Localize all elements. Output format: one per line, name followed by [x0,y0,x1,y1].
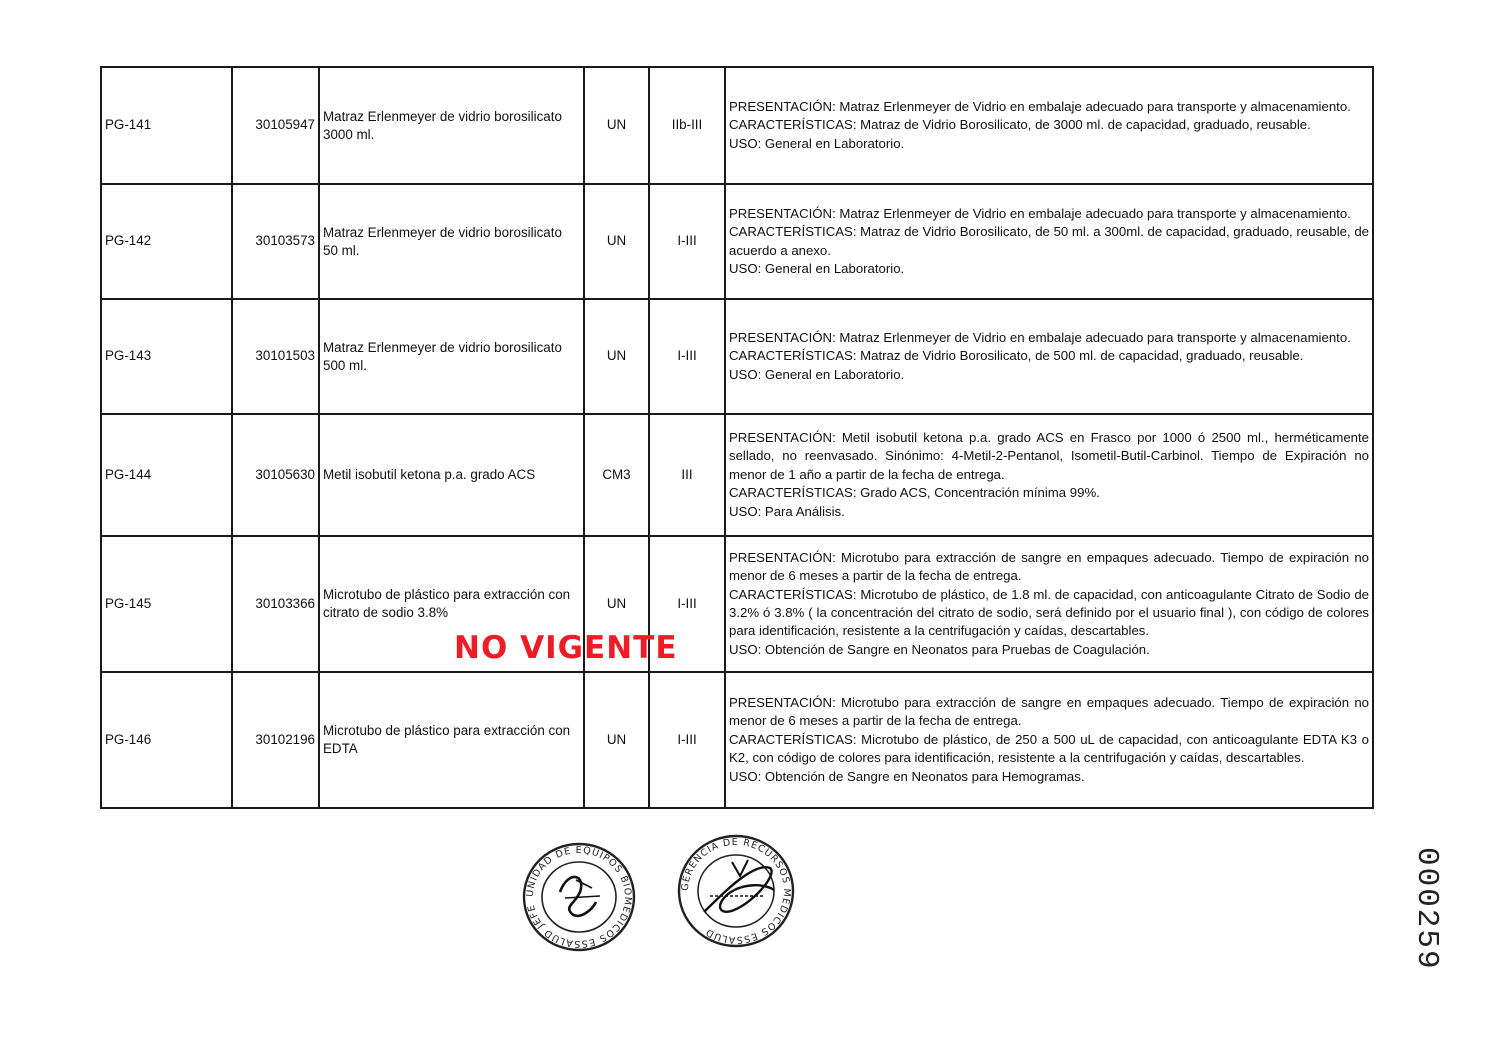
description-paragraph: CARACTERÍSTICAS: Matraz de Vidrio Borosilicato, de 3000 ml. de capacidad, graduado, reusable. [729,117,1311,133]
care-level-cell: I-III [649,184,725,299]
description-paragraph: CARACTERÍSTICAS: Grado ACS, Concentración mínima 99%. [729,485,1100,501]
item-description-cell [725,67,1373,184]
catalog-number-cell: 30102196 [232,672,319,808]
item-name-cell: Matraz Erlenmeyer de vidrio borosilicato 3000 ml. [319,67,584,184]
description-paragraph: CARACTERÍSTICAS: Matraz de Vidrio Borosilicato, de 50 ml. a 300ml. de capacidad, graduado, reusable, de acuerdo a anexo. [729,224,1369,258]
care-level-cell: III [649,414,725,536]
item-name-cell: Microtubo de plástico para extracción con EDTA [319,672,584,808]
unit-cell: UN [584,67,649,184]
seal-1-stamp [520,840,638,954]
item-code-cell: PG-144 [101,414,232,536]
description-paragraph: USO: Para Análisis. [729,503,845,519]
description-paragraph: CARACTERÍSTICAS: Matraz de Vidrio Borosilicato, de 500 ml. de capacidad, graduado, reusable. [729,348,1304,364]
seal-1-label: UNIDAD DE EQUIPOS BIOMEDICOS ESSALUD JEFE [524,844,634,950]
item-name-cell: Matraz Erlenmeyer de vidrio borosilicato 50 ml. [319,184,584,299]
unit-cell: UN [584,299,649,414]
catalog-number-cell: 30103366 [232,536,319,672]
catalog-number-cell: 30105947 [232,67,319,184]
item-code-cell: PG-145 [101,536,232,672]
description-paragraph: CARACTERÍSTICAS: Microtubo de plástico, de 1.8 ml. de capacidad, con anticoagulante Citrato de Sodio de 3.2% ó 3.8% ( la concentración del citrato de sodio, será definido por el usuario final ), con código de colores para identificación, resistente a la centrifugación y caídas, descartables. [729,586,1369,639]
description-paragraph: PRESENTACIÓN: Microtubo para extracción de sangre en empaques adecuado. Tiempo de expiración no menor de 6 meses a partir de la fecha de entrega. [729,549,1369,584]
catalog-number-cell: 30101503 [232,299,319,414]
item-description-cell [725,672,1373,808]
product-catalog-table [100,66,1374,809]
catalog-number-cell: 30105630 [232,414,319,536]
unit-cell: UN [584,184,649,299]
description-paragraph: USO: Obtención de Sangre en Neonatos para Pruebas de Coagulación. [729,641,1150,657]
item-name-cell: Matraz Erlenmeyer de vidrio borosilicato 500 ml. [319,299,584,414]
description-paragraph: PRESENTACIÓN: Metil isobutil ketona p.a. grado ACS en Frasco por 1000 ó 2500 ml., herméticamente sellado, no reenvasado. Sinónimo: 4-Metil-2-Pentanol, Isometil-Butil-Carbinol. Tiempo de Expiración no menor de 1 año a partir de la fecha de entrega. [729,429,1369,482]
item-code-cell: PG-143 [101,299,232,414]
table-row [101,299,1373,414]
item-description-cell [725,536,1373,672]
item-description-cell [725,414,1373,536]
care-level-cell: IIb-III [649,67,725,184]
item-name-cell: Microtubo de plástico para extracción con citrato de sodio 3.8% [319,536,584,672]
description-paragraph: PRESENTACIÓN: Matraz Erlenmeyer de Vidrio en embalaje adecuado para transporte y almacenamiento. [729,98,1351,114]
table-row [101,67,1373,184]
unit-cell: UN [584,672,649,808]
item-code-cell: PG-146 [101,672,232,808]
description-paragraph: CARACTERÍSTICAS: Microtubo de plástico, de 250 a 500 uL de capacidad, con anticoagulante EDTA K3 o K2, con código de colores para identificación, resistente a la centrifugación y caídas, descartables. [729,731,1369,766]
seal-2-stamp [674,832,798,950]
description-paragraph: PRESENTACIÓN: Matraz Erlenmeyer de Vidrio en embalaje adecuado para transporte y almacenamiento. [729,329,1351,345]
item-code-cell: PG-141 [101,67,232,184]
svg-text:GERENCIA DE RECURSOS MEDICOS E [680,837,792,945]
item-description-cell [725,299,1373,414]
item-name-cell: Metil isobutil ketona p.a. grado ACS [319,414,584,536]
item-code-cell: PG-142 [101,184,232,299]
description-paragraph: USO: General en Laboratorio. [729,260,905,276]
table-row [101,536,1373,672]
unit-cell: CM3 [584,414,649,536]
table-row [101,672,1373,808]
no-vigente-stamp: NO VIGENTE [454,630,678,666]
care-level-cell: I-III [649,672,725,808]
description-paragraph: USO: General en Laboratorio. [729,135,905,151]
description-paragraph: USO: Obtención de Sangre en Neonatos para Hemogramas. [729,768,1085,784]
care-level-cell: I-III [649,299,725,414]
care-level-cell: I-III [649,536,725,672]
description-paragraph: PRESENTACIÓN: Matraz Erlenmeyer de Vidrio en embalaje adecuado para transporte y almacenamiento. [729,205,1351,221]
unit-cell: UN [584,536,649,672]
catalog-number-cell: 30103573 [232,184,319,299]
description-paragraph: PRESENTACIÓN: Microtubo para extracción de sangre en empaques adecuado. Tiempo de expiración no menor de 6 meses a partir de la fecha de entrega. [729,694,1369,729]
page-folio-number: 000259 [1409,847,1444,971]
table-row [101,414,1373,536]
seal-2-label: GERENCIA DE RECURSOS MEDICOS ESSALUD [679,836,793,946]
description-paragraph: USO: General en Laboratorio. [729,366,905,382]
table-row [101,184,1373,299]
item-description-cell [725,184,1373,299]
